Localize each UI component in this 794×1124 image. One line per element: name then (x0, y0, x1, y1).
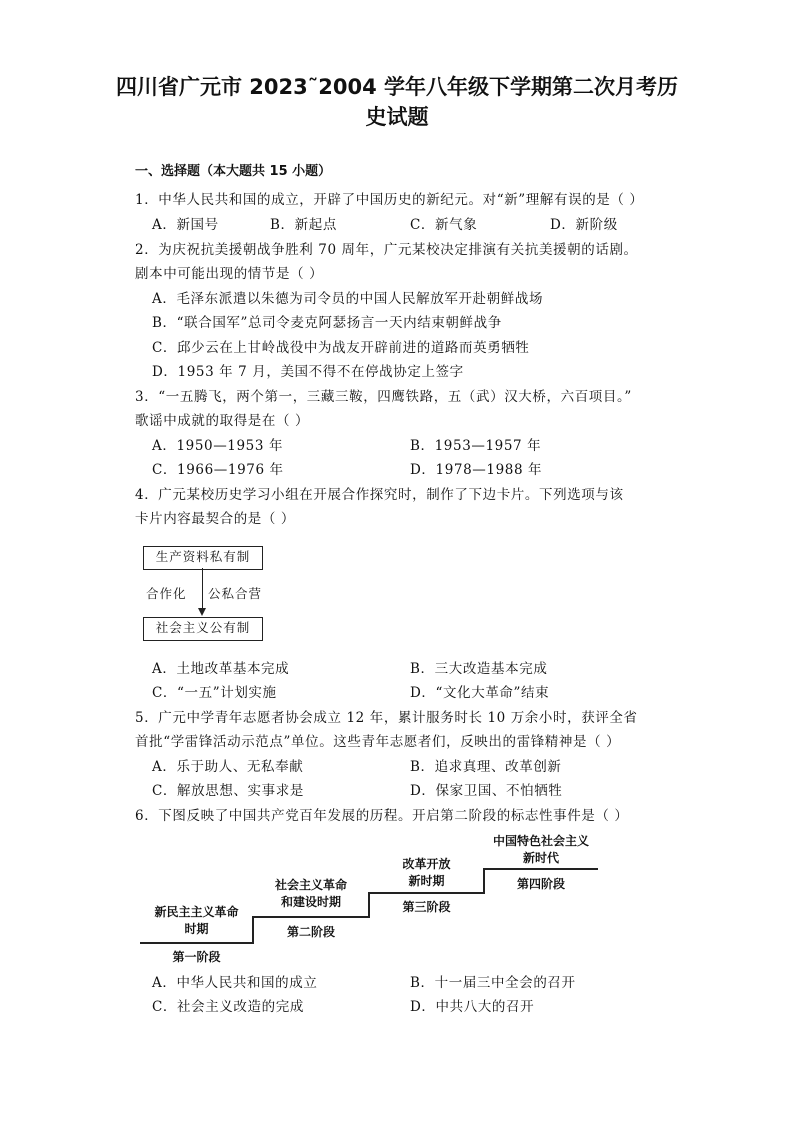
q3-option-d: D．1978—1988 年 (410, 462, 543, 478)
stage4-name: 第四阶段 (516, 877, 565, 891)
q6-option-a: A．中华人民共和国的成立 (152, 975, 318, 991)
q3-option-b: B．1953—1957 年 (410, 438, 542, 454)
q4-option-c: C．“一五”计划实施 (152, 685, 277, 701)
card-left-label: 合作化 (146, 586, 187, 601)
q1-stem: 1．中华人民共和国的成立，开辟了中国历史的新纪元。对“新”理解有误的是（ ） (135, 192, 644, 208)
stage3-name: 第三阶段 (402, 900, 451, 914)
card-top-box: 生产资料私有制 (143, 546, 263, 570)
q4-option-a: A．土地改革基本完成 (152, 661, 290, 677)
q4-option-b: B．三大改造基本完成 (410, 661, 548, 677)
q6-stem: 6．下图反映了中国共产党百年发展的历程。开启第二阶段的标志性事件是（ ） (135, 808, 629, 824)
stage4-period-line2: 新时代 (522, 851, 559, 865)
q1-option-a: A．新国号 (152, 217, 219, 233)
page-title-line2: 史试题 (365, 105, 429, 129)
stage1-period-line2: 时期 (184, 922, 209, 936)
section-heading: 一、选择题（本大题共 15 小题） (135, 164, 332, 179)
q3-option-c: C．1966—1976 年 (152, 462, 284, 478)
stage3-period-line1: 改革开放 (402, 857, 451, 871)
q2-option-d: D．1953 年 7 月，美国不得不在停战协定上签字 (152, 364, 464, 380)
stage4-period (478, 833, 604, 867)
q5-stem-line1: 5．广元中学青年志愿者协会成立 12 年，累计服务时长 10 万余小时，获评全省 (135, 710, 638, 726)
q6-option-b: B．十一届三中全会的召开 (410, 975, 576, 991)
q3-stem-line1: 3．“一五腾飞，两个第一，三藏三鞍，四鹰铁路，五（武）汉大桥，六百项目。” (135, 389, 632, 405)
stage1-name: 第一阶段 (172, 950, 221, 964)
q2-option-a: A．毛泽东派遣以朱德为司令员的中国人民解放军开赴朝鲜战场 (152, 291, 544, 307)
page-title-line1: 四川省广元市 2023˜2004 学年八年级下学期第二次月考历 (115, 75, 678, 99)
stage2-period-line2: 和建设时期 (280, 895, 341, 909)
q2-option-b: B．“联合国军”总司令麦克阿瑟扬言一天内结束朝鲜战争 (152, 315, 502, 331)
q6-option-c: C．社会主义改造的完成 (152, 999, 304, 1015)
q3-option-a: A．1950—1953 年 (152, 438, 284, 454)
stage2-name: 第二阶段 (286, 925, 335, 939)
card-right-label: 公私合营 (208, 586, 263, 601)
q5-option-c: C．解放思想、实事求是 (152, 783, 304, 799)
q5-option-a: A．乐于助人、无私奉献 (152, 759, 304, 775)
q2-option-c: C．邱少云在上甘岭战役中为战友开辟前进的道路而英勇牺牲 (152, 340, 530, 356)
q4-stem-line2: 卡片内容最契合的是（ ） (135, 511, 295, 527)
stage4-period-line1: 中国特色社会主义 (492, 834, 589, 848)
q1-option-b: B．新起点 (270, 217, 337, 233)
stage1-period (140, 904, 253, 938)
q4-stem-line1: 4．广元某校历史学习小组在开展合作探究时，制作了下边卡片。下列选项与该 (135, 487, 624, 503)
q5-option-d: D．保家卫国、不怕牺牲 (410, 783, 563, 799)
stage1-period-line1: 新民主主义革命 (154, 905, 239, 919)
q2-stem-line2: 剧本中可能出现的情节是（ ） (135, 266, 324, 282)
q1-option-c: C．新气象 (410, 217, 478, 233)
q2-stem-line1: 2．为庆祝抗美援朝战争胜利 70 周年，广元某校决定排演有关抗美援朝的话剧。 (135, 242, 638, 258)
stage2-period-line1: 社会主义革命 (274, 878, 347, 892)
card-bottom-box: 社会主义公有制 (143, 617, 263, 641)
q5-option-b: B．追求真理、改革创新 (410, 759, 562, 775)
q6-option-d: D．中共八大的召开 (410, 999, 535, 1015)
stage2-period (253, 877, 369, 911)
q4-option-d: D．“文化大革命”结束 (410, 685, 550, 701)
stage3-period (369, 856, 484, 890)
q1-option-d: D．新阶级 (550, 217, 618, 233)
q5-stem-line2: 首批“学雷锋活动示范点”单位。这些青年志愿者们，反映出的雷锋精神是（ ） (135, 734, 621, 750)
q3-stem-line2: 歌谣中成就的取得是在（ ） (135, 413, 310, 429)
stage3-period-line2: 新时期 (408, 874, 445, 888)
